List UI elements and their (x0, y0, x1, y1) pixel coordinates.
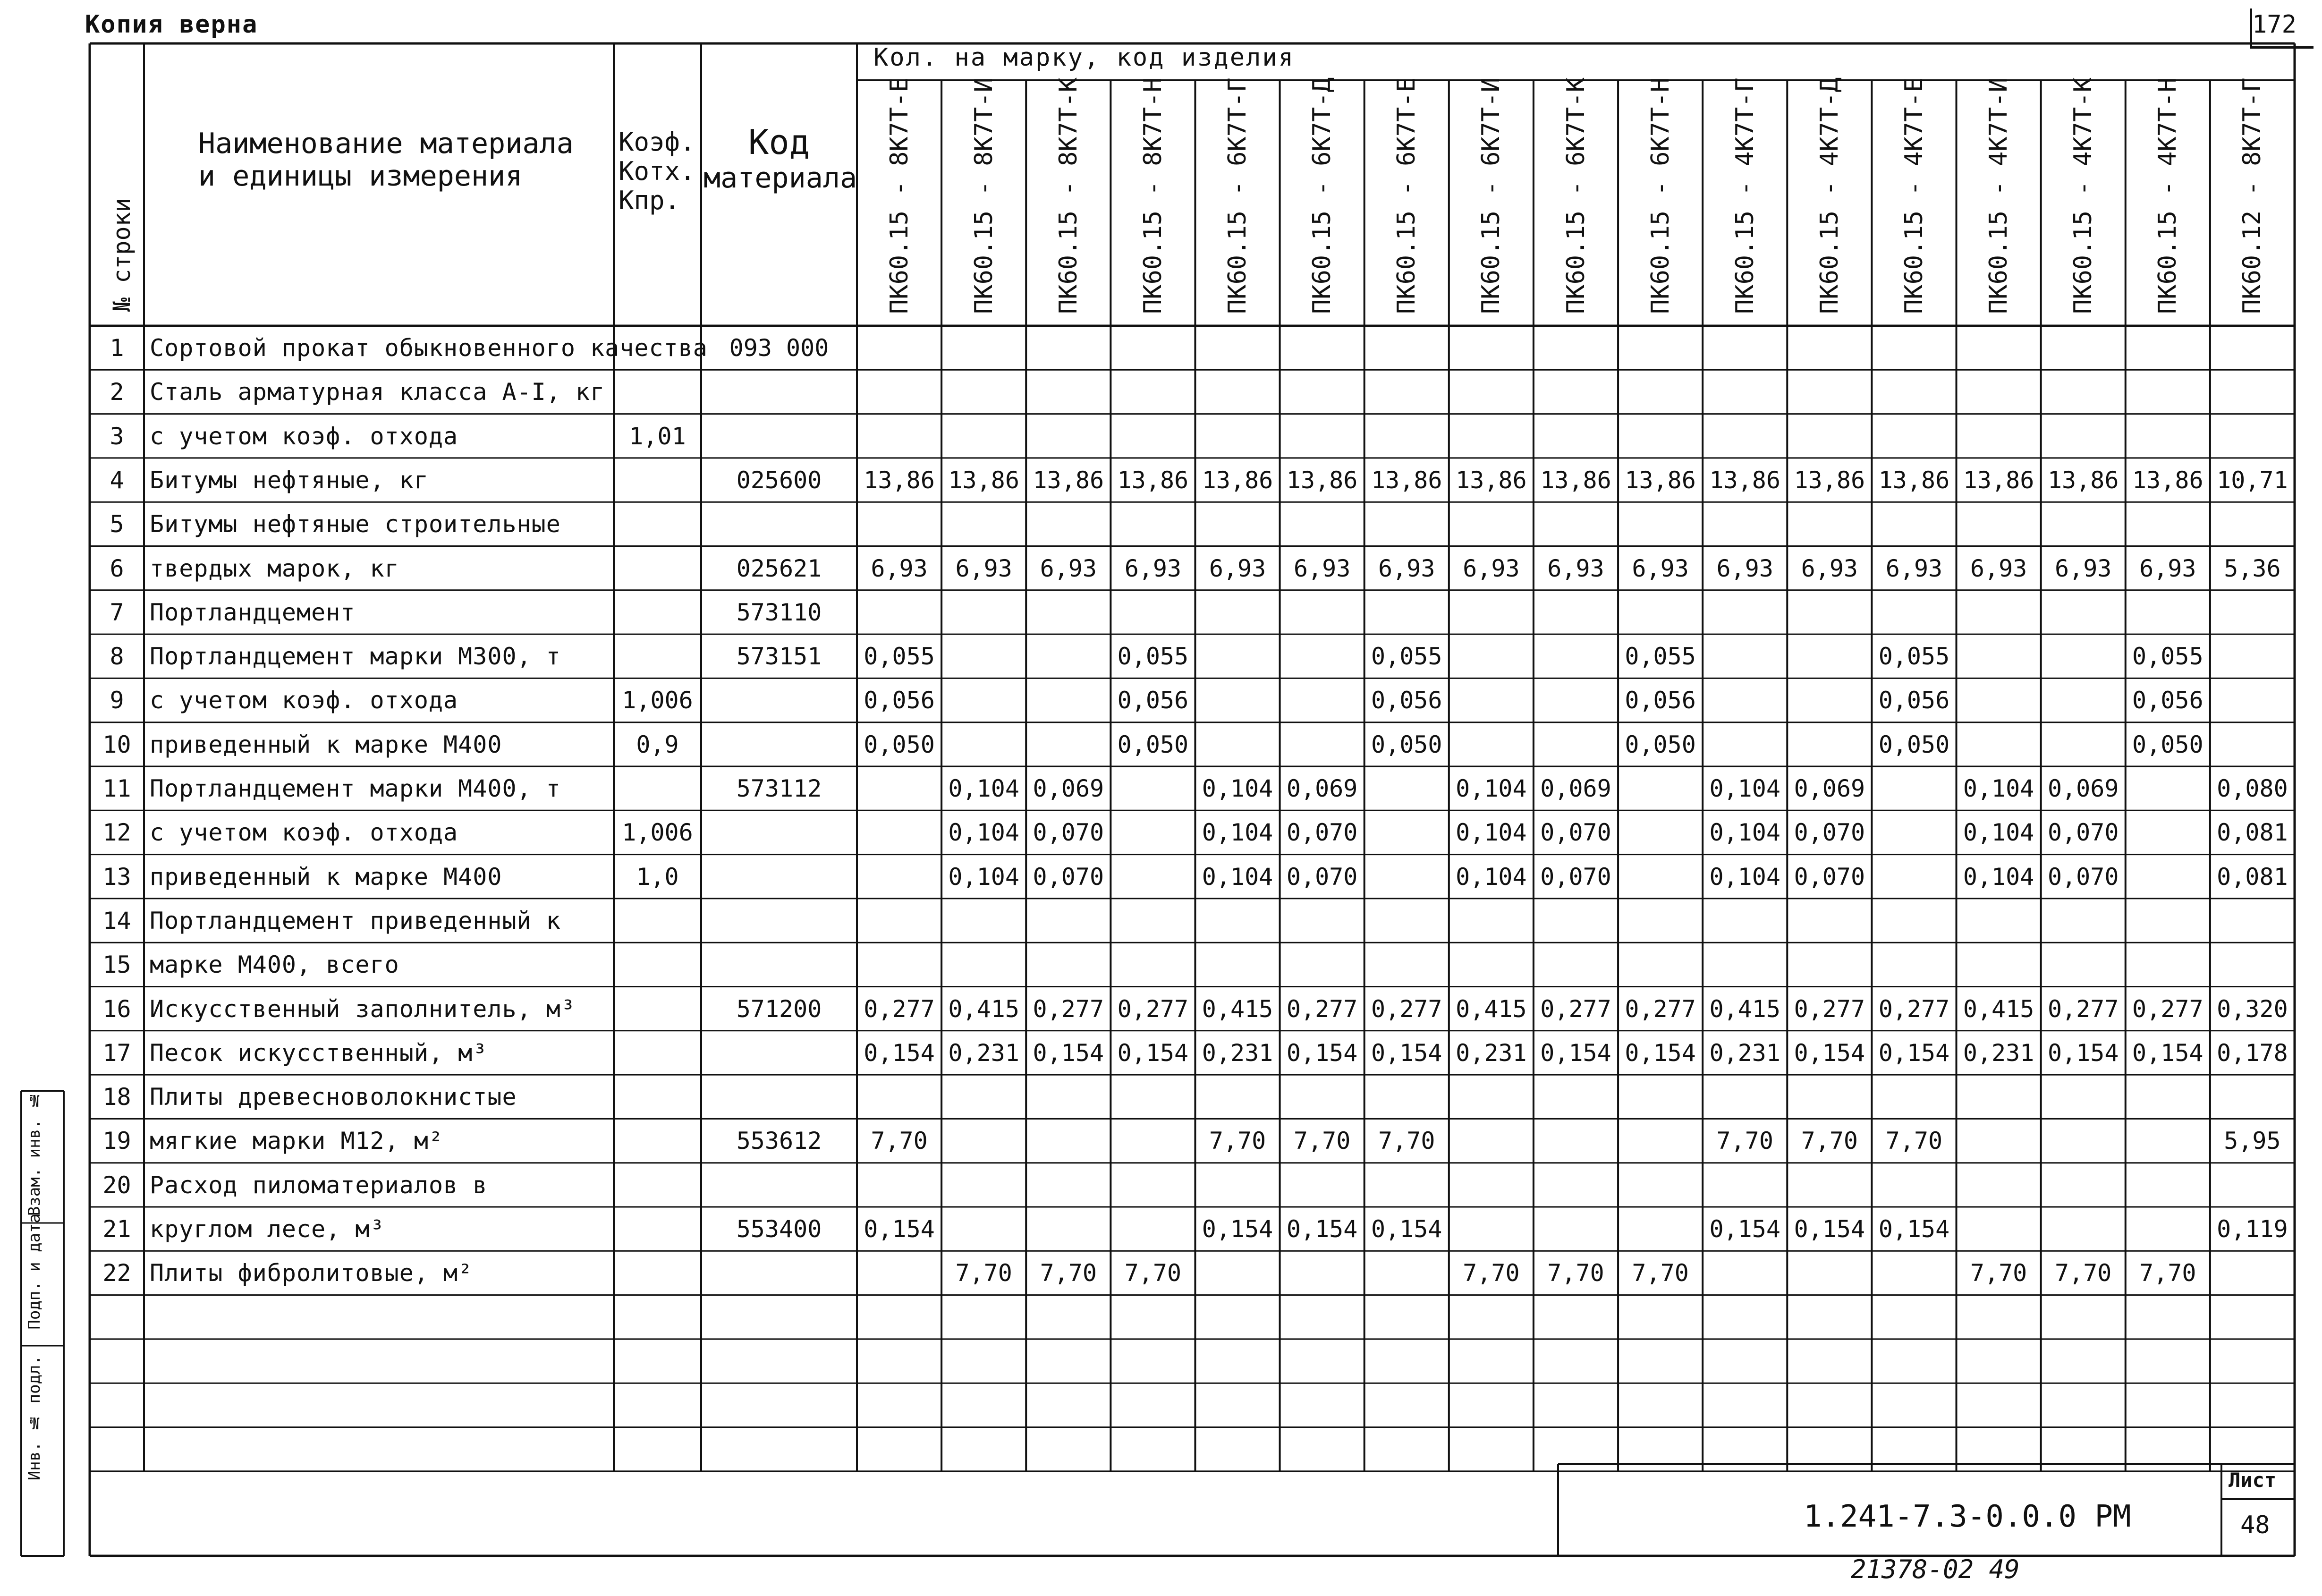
row-name: Портландцемент марки М400, т (150, 775, 561, 802)
row-value: 6,93 (1632, 554, 1689, 582)
row-value: 0,104 (1963, 775, 2034, 802)
margin-signature-date: Подп. и дата (25, 1214, 44, 1330)
header-coefficients: Коэф. Котх. Кпр. (619, 127, 695, 216)
row-value: 13,86 (1033, 466, 1104, 494)
row-number: 2 (110, 378, 124, 406)
row-coefficient: 1,006 (622, 819, 693, 847)
row-value: 0,080 (2217, 775, 2288, 802)
row-name: Сортовой прокат обыкновенного качества (150, 334, 708, 362)
row-number: 1 (110, 334, 124, 362)
row-coefficient: 0,9 (636, 730, 679, 758)
row-number: 16 (102, 995, 131, 1023)
column-label: ПК60.12 - 8К7Т-Г (2238, 77, 2267, 314)
row-value: 13,86 (1202, 466, 1273, 494)
sheet-label: Лист (2229, 1469, 2277, 1492)
row-value: 6,93 (2139, 554, 2196, 582)
row-value: 0,050 (1625, 730, 1696, 758)
row-value: 6,93 (1209, 554, 1266, 582)
row-name: с учетом коэф. отхода (150, 687, 458, 714)
row-value: 0,050 (864, 730, 935, 758)
row-value: 0,050 (1117, 730, 1189, 758)
row-value: 0,231 (1709, 1039, 1780, 1067)
row-value: 0,154 (1202, 1215, 1273, 1243)
header-group: Кол. на марку, код изделия (873, 43, 1295, 72)
row-value: 0,056 (1625, 687, 1696, 714)
row-name: Песок искусственный, м³ (150, 1039, 488, 1067)
row-value: 0,154 (1794, 1215, 1865, 1243)
row-value: 0,154 (864, 1215, 935, 1243)
row-value: 0,277 (864, 995, 935, 1023)
row-value: 0,277 (1371, 995, 1442, 1023)
row-number: 5 (110, 510, 124, 538)
column-label: ПК60.15 - 8К7Т-Н (1138, 77, 1167, 314)
row-value: 6,93 (1716, 554, 1773, 582)
row-value: 0,415 (1456, 995, 1527, 1023)
row-value: 0,055 (1117, 643, 1189, 671)
row-value: 0,320 (2217, 995, 2288, 1023)
row-value: 7,70 (1885, 1127, 1943, 1155)
row-value: 6,93 (1885, 554, 1943, 582)
row-name: с учетом коэф. отхода (150, 422, 458, 450)
row-value: 6,93 (1547, 554, 1604, 582)
row-material-code: 553612 (736, 1127, 822, 1155)
row-material-code: 093 000 (729, 334, 829, 362)
row-material-code: 571200 (736, 995, 822, 1023)
row-value: 6,93 (1293, 554, 1351, 582)
row-value: 0,104 (1963, 863, 2034, 891)
row-value: 0,104 (1709, 775, 1780, 802)
row-material-code: 553400 (736, 1215, 822, 1243)
row-name: Плиты фибролитовые, м² (150, 1259, 473, 1287)
row-value: 0,055 (1878, 643, 1950, 671)
row-material-code: 573112 (736, 775, 822, 802)
row-number: 12 (102, 819, 131, 847)
row-value: 0,050 (2132, 730, 2203, 758)
margin-inv-no: Инв. № подл. (25, 1355, 44, 1481)
row-value: 0,055 (2132, 643, 2203, 671)
row-value: 7,70 (871, 1127, 928, 1155)
row-value: 7,70 (1716, 1127, 1773, 1155)
row-value: 0,277 (1794, 995, 1865, 1023)
row-value: 7,70 (1547, 1259, 1604, 1287)
row-value: 0,081 (2217, 863, 2288, 891)
row-value: 13,86 (1540, 466, 1611, 494)
row-value: 0,104 (1456, 863, 1527, 891)
row-name: Сталь арматурная класса А-I, кг (150, 378, 605, 406)
row-value: 7,70 (1040, 1259, 1097, 1287)
row-value: 0,415 (1963, 995, 2034, 1023)
row-value: 13,86 (1709, 466, 1780, 494)
row-number: 21 (102, 1215, 131, 1243)
row-value: 0,070 (2047, 819, 2119, 847)
header-row-number: № строки (108, 198, 136, 312)
row-value: 7,70 (1124, 1259, 1182, 1287)
row-material-code: 025600 (736, 466, 822, 494)
row-number: 6 (110, 554, 124, 582)
row-value: 0,154 (1625, 1039, 1696, 1067)
row-value: 0,104 (1456, 775, 1527, 802)
margin-replacement-inv: Взам. инв. № (25, 1091, 44, 1216)
row-value: 7,70 (2139, 1259, 2196, 1287)
row-value: 13,86 (1456, 466, 1527, 494)
row-value: 0,104 (1202, 819, 1273, 847)
row-value: 7,70 (1209, 1127, 1266, 1155)
row-value: 6,93 (1040, 554, 1097, 582)
row-value: 13,86 (1371, 466, 1442, 494)
row-value: 0,277 (1625, 995, 1696, 1023)
row-value: 0,104 (1456, 819, 1527, 847)
row-value: 6,93 (1378, 554, 1435, 582)
column-label: ПК60.15 - 6К7Т-К (1561, 77, 1590, 314)
row-material-code: 025621 (736, 554, 822, 582)
row-value: 0,069 (1033, 775, 1104, 802)
row-value: 0,154 (864, 1039, 935, 1067)
row-value: 13,86 (1625, 466, 1696, 494)
row-value: 0,154 (1794, 1039, 1865, 1067)
row-value: 0,154 (1286, 1215, 1358, 1243)
row-value: 13,86 (2047, 466, 2119, 494)
column-label: ПК60.15 - 4К7Т-К (2069, 77, 2098, 314)
row-number: 7 (110, 598, 124, 626)
header-material-name: Наименование материала и единицы измерения (198, 127, 574, 193)
row-number: 14 (102, 907, 131, 934)
row-name: марке М400, всего (150, 951, 399, 979)
row-value: 0,154 (1371, 1039, 1442, 1067)
row-value: 0,069 (1286, 775, 1358, 802)
row-value: 0,415 (948, 995, 1019, 1023)
row-value: 0,070 (1033, 819, 1104, 847)
row-value: 0,069 (1794, 775, 1865, 802)
row-value: 0,104 (1963, 819, 2034, 847)
column-label: ПК60.15 - 6К7Т-Д (1308, 77, 1337, 314)
row-number: 22 (102, 1259, 131, 1287)
row-value: 0,154 (1540, 1039, 1611, 1067)
row-value: 0,056 (1371, 687, 1442, 714)
row-name: с учетом коэф. отхода (150, 819, 458, 847)
row-value: 0,154 (1371, 1215, 1442, 1243)
row-name: приведенный к марке М400 (150, 863, 502, 891)
row-value: 0,104 (1709, 863, 1780, 891)
row-name: Портландцемент приведенный к (150, 907, 561, 934)
row-value: 0,070 (2047, 863, 2119, 891)
row-value: 13,86 (948, 466, 1019, 494)
row-value: 0,154 (1033, 1039, 1104, 1067)
row-value: 0,070 (1540, 819, 1611, 847)
row-value: 7,70 (1463, 1259, 1520, 1287)
row-value: 0,277 (1878, 995, 1950, 1023)
row-value: 6,93 (955, 554, 1012, 582)
row-name: Портландцемент (150, 598, 356, 626)
row-name: Портландцемент марки М300, т (150, 643, 561, 671)
row-material-code: 573151 (736, 643, 822, 671)
row-value: 7,70 (1632, 1259, 1689, 1287)
column-label: ПК60.15 - 6К7Т-И (1477, 77, 1506, 314)
row-value: 0,070 (1794, 819, 1865, 847)
row-value: 0,104 (948, 775, 1019, 802)
row-value: 0,154 (1878, 1039, 1950, 1067)
row-number: 11 (102, 775, 131, 802)
copy-stamp: Копия верна (85, 10, 258, 39)
row-value: 6,93 (1970, 554, 2027, 582)
row-number: 9 (110, 687, 124, 714)
row-value: 0,154 (2047, 1039, 2119, 1067)
row-value: 0,070 (1033, 863, 1104, 891)
row-value: 0,055 (864, 643, 935, 671)
row-number: 18 (102, 1083, 131, 1111)
row-name: Расход пиломатериалов в (150, 1171, 488, 1199)
row-value: 0,056 (2132, 687, 2203, 714)
row-value: 0,119 (2217, 1215, 2288, 1243)
row-value: 0,154 (1878, 1215, 1950, 1243)
row-value: 5,36 (2224, 554, 2281, 582)
row-value: 0,231 (1202, 1039, 1273, 1067)
footer-code: 21378-02 49 (1851, 1554, 2020, 1584)
row-value: 0,277 (1286, 995, 1358, 1023)
row-value: 13,86 (1794, 466, 1865, 494)
row-name: Битумы нефтяные, кг (150, 466, 429, 494)
row-number: 8 (110, 643, 124, 671)
row-value: 7,70 (1293, 1127, 1351, 1155)
row-value: 0,415 (1202, 995, 1273, 1023)
row-value: 0,070 (1794, 863, 1865, 891)
row-name: Плиты древесноволокнистые (150, 1083, 517, 1111)
row-value: 7,70 (955, 1259, 1012, 1287)
row-value: 0,104 (1202, 775, 1273, 802)
row-value: 0,070 (1286, 819, 1358, 847)
row-number: 15 (102, 951, 131, 979)
document-designation: 1.241-7.3-0.0.0 РМ (1804, 1499, 2131, 1534)
column-label: ПК60.15 - 4К7Т-Е (1899, 77, 1928, 314)
row-name: круглом лесе, м³ (150, 1215, 385, 1243)
row-coefficient: 1,01 (629, 422, 686, 450)
row-value: 0,056 (864, 687, 935, 714)
row-material-code: 573110 (736, 598, 822, 626)
row-value: 7,70 (1970, 1259, 2027, 1287)
row-value: 13,86 (2132, 466, 2203, 494)
row-value: 0,070 (1540, 863, 1611, 891)
row-value: 0,050 (1371, 730, 1442, 758)
row-value: 0,056 (1878, 687, 1950, 714)
row-value: 0,069 (1540, 775, 1611, 802)
row-value: 6,93 (2054, 554, 2112, 582)
row-value: 0,104 (1709, 819, 1780, 847)
row-value: 0,104 (948, 863, 1019, 891)
row-number: 19 (102, 1127, 131, 1155)
header-material-code: Код материала (703, 122, 857, 195)
row-value: 13,86 (1117, 466, 1189, 494)
row-coefficient: 1,0 (636, 863, 679, 891)
row-name: приведенный к марке М400 (150, 730, 502, 758)
sheet-number: 48 (2240, 1511, 2270, 1539)
row-value: 0,277 (2047, 995, 2119, 1023)
row-value: 0,231 (1456, 1039, 1527, 1067)
column-label: ПК60.15 - 6К7Т-Г (1223, 77, 1252, 314)
row-value: 0,070 (1286, 863, 1358, 891)
column-label: ПК60.15 - 6К7Т-Н (1646, 77, 1675, 314)
row-value: 0,154 (1117, 1039, 1189, 1067)
row-value: 0,154 (1709, 1215, 1780, 1243)
row-value: 7,70 (1801, 1127, 1858, 1155)
row-value: 0,231 (1963, 1039, 2034, 1067)
column-label: ПК60.15 - 4К7Т-И (1984, 77, 2013, 314)
column-label: ПК60.15 - 8К7Т-И (969, 77, 998, 314)
row-number: 13 (102, 863, 131, 891)
row-value: 0,081 (2217, 819, 2288, 847)
row-value: 7,70 (1378, 1127, 1435, 1155)
row-value: 0,231 (948, 1039, 1019, 1067)
row-name: Искусственный заполнитель, м³ (150, 995, 576, 1023)
row-value: 0,277 (1033, 995, 1104, 1023)
column-label: ПК60.15 - 4К7Т-Г (1730, 77, 1759, 314)
row-value: 0,277 (2132, 995, 2203, 1023)
column-label: ПК60.15 - 4К7Т-Д (1815, 77, 1844, 314)
row-value: 7,70 (2054, 1259, 2112, 1287)
row-number: 4 (110, 466, 124, 494)
column-label: ПК60.15 - 6К7Т-Е (1392, 77, 1421, 314)
row-value: 0,104 (948, 819, 1019, 847)
row-value: 0,415 (1709, 995, 1780, 1023)
row-value: 0,104 (1202, 863, 1273, 891)
row-value: 0,055 (1625, 643, 1696, 671)
row-value: 6,93 (1124, 554, 1182, 582)
row-value: 6,93 (1801, 554, 1858, 582)
row-value: 0,277 (1117, 995, 1189, 1023)
row-value: 5,95 (2224, 1127, 2281, 1155)
row-name: твердых марок, кг (150, 554, 399, 582)
row-value: 0,056 (1117, 687, 1189, 714)
row-value: 13,86 (1963, 466, 2034, 494)
row-value: 0,154 (1286, 1039, 1358, 1067)
page-number: 172 (2252, 10, 2297, 39)
row-value: 0,154 (2132, 1039, 2203, 1067)
row-number: 20 (102, 1171, 131, 1199)
row-value: 0,277 (1540, 995, 1611, 1023)
row-value: 13,86 (1286, 466, 1358, 494)
row-value: 10,71 (2217, 466, 2288, 494)
row-number: 17 (102, 1039, 131, 1067)
column-label: ПК60.15 - 8К7Т-К (1054, 77, 1083, 314)
column-label: ПК60.15 - 8К7Т-Е (885, 77, 914, 314)
row-value: 0,178 (2217, 1039, 2288, 1067)
row-name: мягкие марки М12, м² (150, 1127, 444, 1155)
row-value: 13,86 (1878, 466, 1950, 494)
row-number: 3 (110, 422, 124, 450)
row-value: 0,050 (1878, 730, 1950, 758)
row-number: 10 (102, 730, 131, 758)
row-coefficient: 1,006 (622, 687, 693, 714)
row-value: 6,93 (871, 554, 928, 582)
left-margin-stamp (21, 1091, 64, 1554)
row-value: 6,93 (1463, 554, 1520, 582)
row-value: 0,069 (2047, 775, 2119, 802)
column-label: ПК60.15 - 4К7Т-Н (2153, 77, 2182, 314)
row-name: Битумы нефтяные строительные (150, 510, 561, 538)
row-value: 0,055 (1371, 643, 1442, 671)
row-value: 13,86 (864, 466, 935, 494)
